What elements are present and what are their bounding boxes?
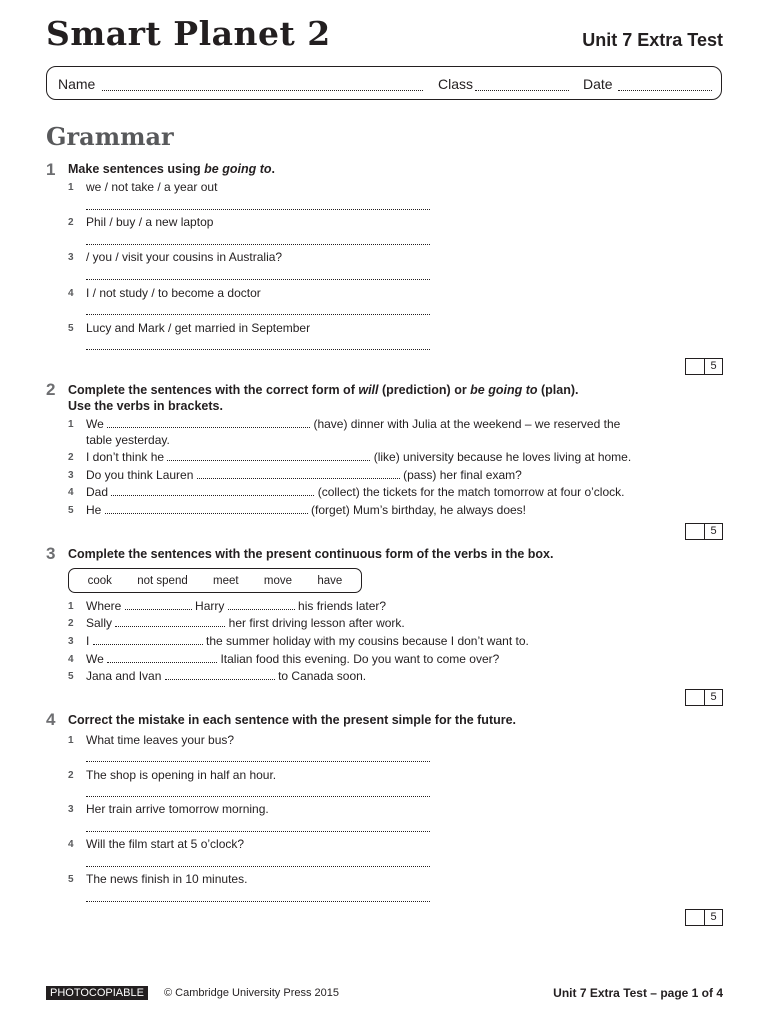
- item-prompt: we / not take / a year out: [86, 180, 218, 194]
- answer-gap[interactable]: [105, 502, 308, 514]
- exercise-number: 1: [46, 160, 56, 179]
- class-label: Class: [438, 76, 474, 92]
- series-title: Smart Planet 2: [46, 14, 331, 53]
- answer-line[interactable]: [86, 901, 430, 902]
- unit-title: Unit 7 Extra Test: [582, 30, 723, 50]
- item-sentence: I the summer holiday with my cousins because I don’t want to.: [86, 634, 529, 648]
- item-number: 5: [68, 874, 74, 885]
- item-sentence: Do you think Lauren (pass) her final exam?: [86, 468, 522, 482]
- exercise-instruction: Complete the sentences with the present continuous form of the verbs in the box.: [68, 547, 554, 561]
- answer-gap[interactable]: [111, 484, 314, 496]
- answer-line[interactable]: [86, 866, 430, 867]
- score-box: [685, 523, 723, 540]
- item-number: 1: [68, 735, 74, 746]
- answer-line[interactable]: [86, 349, 430, 350]
- item-number: 2: [68, 452, 74, 463]
- exercise-number: 3: [46, 544, 56, 563]
- item-number: 3: [68, 470, 74, 481]
- item-prompt: Will the film start at 5 o’clock?: [86, 837, 245, 851]
- item-number: 5: [68, 323, 74, 334]
- answer-gap[interactable]: [93, 633, 203, 645]
- answer-line[interactable]: [86, 314, 430, 315]
- page-indicator: Unit 7 Extra Test – page 1 of 4: [553, 986, 723, 1000]
- item-number: 5: [68, 671, 74, 682]
- word-box-item: cook: [87, 574, 112, 587]
- answer-line[interactable]: [86, 209, 430, 210]
- exercise-number: 4: [46, 710, 56, 729]
- item-sentence: We (have) dinner with Julia at the weekend – we reserved the table yesterday.: [86, 417, 621, 447]
- word-box-item: have: [317, 574, 343, 587]
- item-number: 3: [68, 636, 74, 647]
- answer-gap[interactable]: [167, 449, 370, 461]
- exercise-instruction: Complete the sentences with the correct form of will (prediction) or be going to (plan). Use the verbs in brackets.: [68, 383, 579, 413]
- item-number: 4: [68, 839, 74, 850]
- item-prompt: Lucy and Mark / get married in September: [86, 321, 311, 335]
- item-prompt: Her train arrive tomorrow morning.: [86, 802, 269, 816]
- answer-gap[interactable]: [107, 416, 310, 428]
- item-number: 1: [68, 182, 74, 193]
- item-sentence: He (forget) Mum’s birthday, he always does!: [86, 503, 527, 517]
- item-number: 4: [68, 288, 74, 299]
- answer-line[interactable]: [86, 761, 430, 762]
- word-box-item: not spend: [137, 574, 188, 587]
- item-sentence: Dad (collect) the tickets for the match tomorrow at four o’clock.: [86, 485, 625, 499]
- item-prompt: I / not study / to become a doctor: [86, 286, 261, 300]
- exercise-number: 2: [46, 380, 56, 399]
- item-sentence: Sally her first driving lesson after work.: [86, 616, 405, 630]
- date-field[interactable]: [618, 90, 712, 91]
- answer-gap[interactable]: [228, 598, 295, 610]
- item-number: 2: [68, 770, 74, 781]
- score-box: [685, 689, 723, 706]
- answer-gap[interactable]: [165, 668, 275, 680]
- item-sentence: We Italian food this evening. Do you want to come over?: [86, 652, 500, 666]
- name-field[interactable]: [102, 90, 423, 91]
- date-label: Date: [583, 76, 613, 92]
- score-max: 5: [710, 911, 717, 923]
- score-input[interactable]: [686, 690, 705, 705]
- item-prompt: Phil / buy / a new laptop: [86, 215, 214, 229]
- item-prompt: The shop is opening in half an hour.: [86, 768, 277, 782]
- word-box-item: meet: [213, 574, 239, 587]
- class-field[interactable]: [475, 90, 569, 91]
- section-heading: Grammar: [46, 122, 174, 151]
- item-sentence: Jana and Ivan to Canada soon.: [86, 669, 367, 683]
- score-box: [685, 358, 723, 375]
- item-number: 5: [68, 505, 74, 516]
- exercise-instruction: Correct the mistake in each sentence with the present simple for the future.: [68, 713, 517, 727]
- copyright-notice: © Cambridge University Press 2015: [164, 987, 340, 999]
- item-prompt: The news finish in 10 minutes.: [86, 872, 248, 886]
- item-number: 1: [68, 601, 74, 612]
- score-input[interactable]: [686, 524, 705, 539]
- item-number: 4: [68, 654, 74, 665]
- answer-gap[interactable]: [107, 651, 217, 663]
- answer-line[interactable]: [86, 796, 430, 797]
- score-input[interactable]: [686, 910, 705, 925]
- score-box: [685, 909, 723, 926]
- photocopiable-label: PHOTOCOPIABLE: [46, 986, 148, 1000]
- answer-gap[interactable]: [115, 615, 225, 627]
- score-max: 5: [710, 525, 717, 537]
- item-number: 1: [68, 419, 74, 430]
- answer-gap[interactable]: [125, 598, 192, 610]
- score-max: 5: [710, 691, 717, 703]
- item-number: 2: [68, 217, 74, 228]
- word-box-item: move: [263, 574, 293, 587]
- name-label: Name: [58, 76, 96, 92]
- item-number: 4: [68, 487, 74, 498]
- item-sentence: I don’t think he (like) university because he loves living at home.: [86, 450, 632, 464]
- word-box: [68, 568, 362, 593]
- score-input[interactable]: [686, 359, 705, 374]
- item-prompt: / you / visit your cousins in Australia?: [86, 250, 283, 264]
- student-info-box: [46, 66, 722, 100]
- item-number: 3: [68, 252, 74, 263]
- item-sentence: Where Harry his friends later?: [86, 599, 387, 613]
- answer-line[interactable]: [86, 831, 430, 832]
- answer-line[interactable]: [86, 244, 430, 245]
- item-number: 2: [68, 618, 74, 629]
- exercise-instruction: Make sentences using be going to.: [68, 162, 276, 176]
- answer-line[interactable]: [86, 279, 430, 280]
- score-max: 5: [710, 360, 717, 372]
- item-number: 3: [68, 804, 74, 815]
- answer-gap[interactable]: [197, 467, 400, 479]
- item-prompt: What time leaves your bus?: [86, 733, 235, 747]
